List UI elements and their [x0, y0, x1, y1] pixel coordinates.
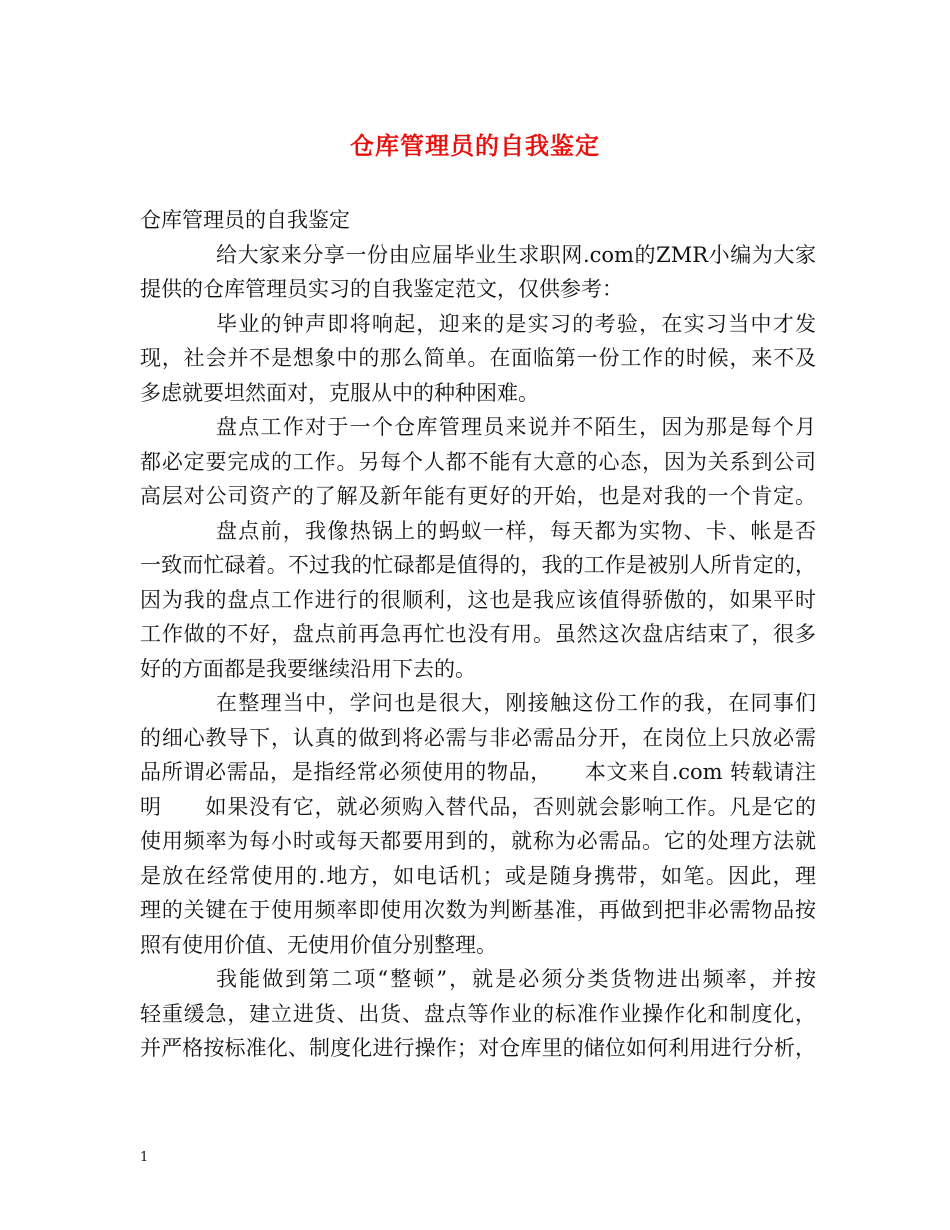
body-line: 毕业的钟声即将响起，迎来的是实习的考验，在实习当中才发: [216, 311, 816, 336]
page-number: 1: [140, 1150, 149, 1165]
body-line: 现，社会并不是想象中的那么简单。在面临第一份工作的时候，来不及: [140, 346, 816, 370]
body-line: 品所谓必需品，是指经常必须使用的物品， 本文来自.com 转载请注: [140, 760, 816, 784]
body-line: 给大家来分享一份由应届毕业生求职网.com的ZMR小编为大家: [216, 242, 816, 267]
body-line: 在整理当中，学问也是很大，刚接触这份工作的我，在同事们: [216, 691, 816, 715]
body-line: 盘点前，我像热锅上的蚂蚁一样，每天都为实物、卡、帐是否: [216, 518, 816, 543]
body-line: 工作做的不好，盘点前再急再忙也没有用。虽然这次盘店结束了，很多: [140, 622, 816, 646]
body-line: 都必定要完成的工作。另每个人都不能有大意的心态，因为关系到公司: [140, 449, 816, 474]
body-line: 的细心教导下，认真的做到将必需与非必需品分开，在岗位上只放必需: [140, 725, 816, 750]
body-line: 照有使用价值、无使用价值分别整理。: [140, 932, 497, 957]
body-line: 并严格按标准化、制度化进行操作；对仓库里的储位如何利用进行分析，: [140, 1036, 816, 1060]
body-line: 使用频率为每小时或每天都要用到的，就称为必需品。它的处理方法就: [140, 829, 816, 853]
body-line: 轻重缓急，建立进货、出货、盘点等作业的标准作业操作化和制度化，: [140, 1001, 816, 1026]
body-line: 好的方面都是我要继续沿用下去的。: [140, 656, 476, 681]
body-line: 一致而忙碌着。不过我的忙碌都是值得的，我的工作是被别人所肯定的，: [140, 553, 816, 577]
body-line: 仓库管理员的自我鉴定: [140, 208, 350, 232]
body-line: 因为我的盘点工作进行的很顺利，这也是我应该值得骄傲的，如果平时: [140, 587, 816, 612]
body-line: 盘点工作对于一个仓库管理员来说并不陌生，因为那是每个月: [216, 415, 816, 439]
body-line: 多虑就要坦然面对，克服从中的种种困难。: [140, 380, 539, 405]
document-body: [140, 203, 816, 1066]
body-line: 是放在经常使用的.地方，如电话机；或是随身携带，如笔。因此，理: [140, 863, 816, 888]
body-line: 明 如果没有它，就必须购入替代品，否则就会影响工作。凡是它的: [140, 794, 816, 819]
body-line: 高层对公司资产的了解及新年能有更好的开始，也是对我的一个肯定。: [140, 484, 816, 508]
document-title: 仓库管理员的自我鉴定: [350, 131, 600, 160]
body-line: 提供的仓库管理员实习的自我鉴定范文，仅供参考：: [140, 277, 623, 301]
body-line: 我能做到第二项“整顿”，就是必须分类货物进出频率，并按: [216, 967, 816, 991]
body-line: 理的关键在于使用频率即使用次数为判断基准，再做到把非必需物品按: [140, 898, 816, 922]
